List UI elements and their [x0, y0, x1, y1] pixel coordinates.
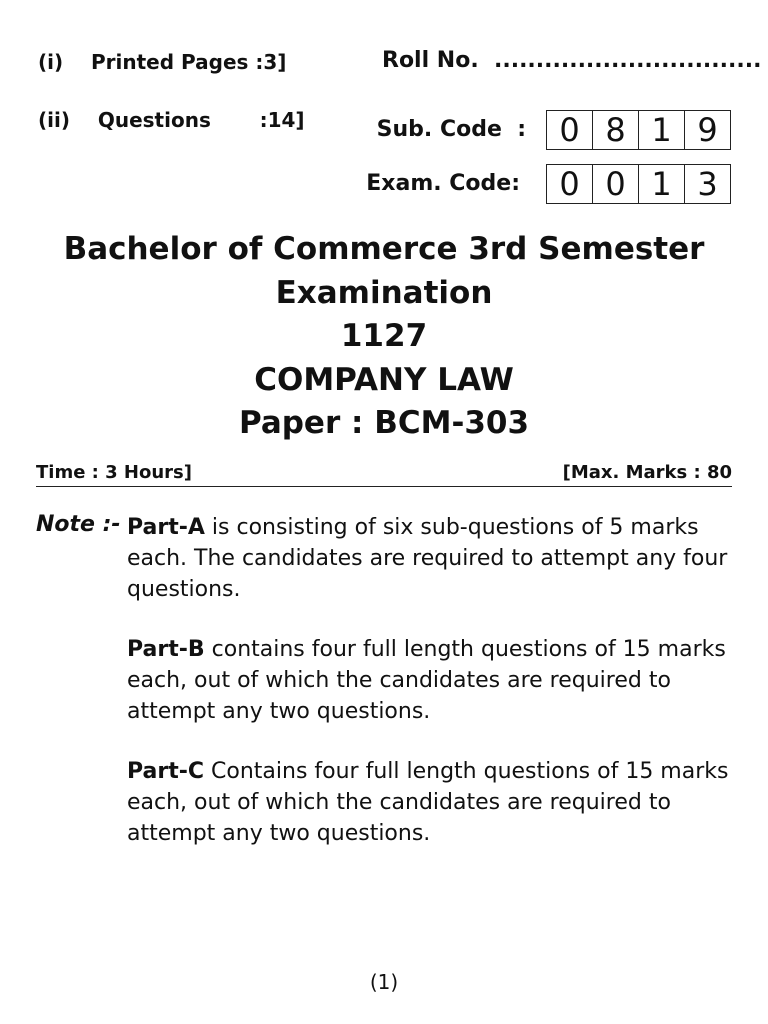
part-c-text: Contains four full length questions of 15 marks each, out of which the candidates are required to attempt any two questions. [127, 759, 729, 846]
questions-count: (ii) Questions :14] [38, 108, 305, 132]
part-a-text: is consisting of six sub-questions of 5 marks each. The candidates are required to attempt any four questions. [127, 515, 728, 602]
title-degree: Bachelor of Commerce 3rd Semester [63, 231, 705, 267]
max-marks: [Max. Marks : 80 [562, 462, 732, 483]
part-b-text: contains four full length questions of 15 marks each, out of which the candidates are required to attempt any two questions. [127, 637, 726, 724]
page-number: (1) [369, 970, 399, 994]
note-part-a [127, 512, 737, 605]
title-examination: Examination [275, 274, 493, 311]
printed-pages: (i) Printed Pages :3] [38, 50, 287, 74]
note-part-b [127, 634, 737, 727]
exam-code-digit: 1 [639, 165, 685, 203]
sub-code-digit: 9 [697, 111, 718, 149]
note-part-c [127, 756, 737, 849]
sub-code-digit: 8 [593, 111, 639, 149]
exam-title [0, 228, 768, 446]
exam-code-digit: 3 [697, 165, 718, 203]
part-b-heading: Part-B [127, 637, 205, 662]
exam-code-box [546, 164, 731, 204]
time-allowed: Time : 3 Hours] [36, 462, 192, 483]
roll-number: Roll No. ................................ [382, 48, 762, 73]
title-subject: COMPANY LAW [254, 361, 514, 398]
part-a-heading: Part-A [127, 515, 205, 540]
time-marks-bar [36, 462, 732, 487]
exam-code-digit: 0 [547, 165, 593, 203]
exam-code-label: Exam. Code: [366, 171, 520, 196]
note-label: Note :- [36, 512, 121, 537]
sub-code-digit: 0 [547, 111, 593, 149]
exam-code-digit: 0 [593, 165, 639, 203]
sub-code-box [546, 110, 731, 150]
sub-code-label: Sub. Code : [376, 117, 526, 142]
part-c-heading: Part-C [127, 759, 205, 784]
title-code: 1127 [340, 318, 428, 354]
title-paper: Paper : BCM-303 [238, 405, 530, 441]
sub-code-digit: 1 [639, 111, 685, 149]
